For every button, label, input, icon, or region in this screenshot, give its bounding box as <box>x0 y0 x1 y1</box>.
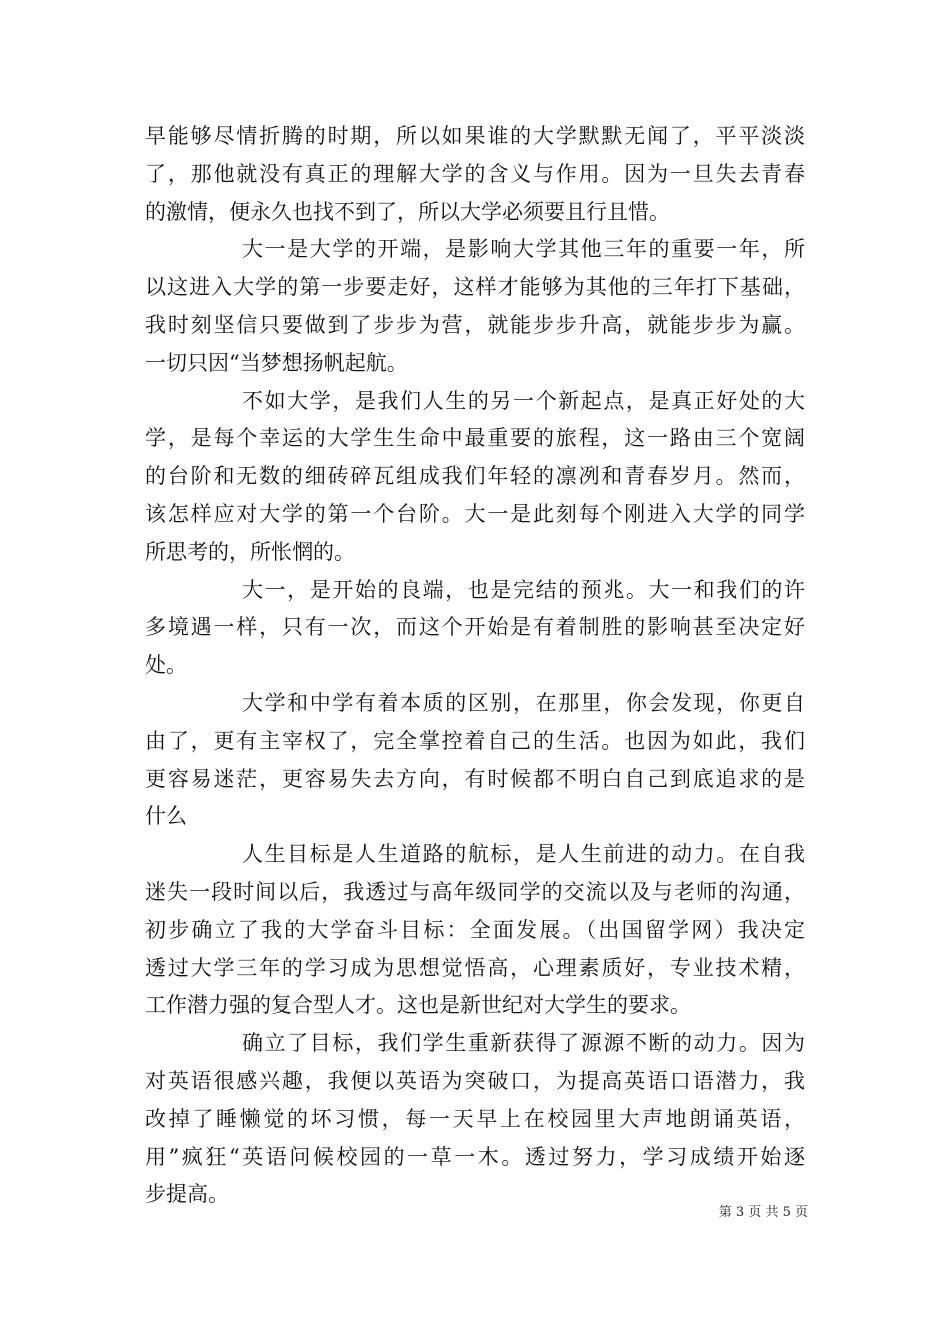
text-line: 大学和中学有着本质的区别，在那里，你会发现，你更自 <box>242 690 805 715</box>
text-line: 所思考的，所怅惘的。 <box>145 539 355 564</box>
text-line: 处。 <box>145 653 187 678</box>
text-line: 该怎样应对大学的第一个台阶。大一是此刻每个刚进入大学的同学 <box>145 501 805 526</box>
text-line: 迷失一段时间以后，我透过与高年级同学的交流以及与老师的沟通， <box>145 879 805 904</box>
text-line: 大一，是开始的良端，也是完结的预兆。大一和我们的许 <box>242 577 805 602</box>
text-line: 什么 <box>145 804 187 829</box>
text-line: 学，是每个幸运的大学生生命中最重要的旅程，这一路由三个宽阔 <box>145 426 805 451</box>
text-line: 更容易迷茫，更容易失去方向，有时候都不明白自己到底追求的是 <box>145 766 805 791</box>
text-line: 由了，更有主宰权了，完全掌控着自己的生活。也因为如此，我们 <box>145 728 805 753</box>
text-line: 透过大学三年的学习成为思想觉悟高，心理素质好，专业技术精， <box>145 955 805 980</box>
text-line: 早能够尽情折腾的时期，所以如果谁的大学默默无闻了，平平淡淡 <box>145 124 805 148</box>
text-line: 对英语很感兴趣，我便以英语为突破口，为提高英语口语潜力，我 <box>145 1068 805 1093</box>
text-line: 确立了目标，我们学生重新获得了源源不断的动力。因为 <box>242 1031 805 1056</box>
text-line: 我时刻坚信只要做到了步步为营，就能步步升高，就能步步为赢。 <box>145 312 805 337</box>
text-line: 初步确立了我的大学奋斗目标：全面发展。（出国留学网）我决定 <box>145 917 805 942</box>
text-line: 不如大学，是我们人生的另一个新起点，是真正好处的大 <box>242 388 805 413</box>
text-line: 用”疯狂“英语问候校园的一草一木。透过努力，学习成绩开始逐 <box>145 1144 805 1169</box>
text-line: 多境遇一样，只有一次，而这个开始是有着制胜的影响甚至决定好 <box>145 615 805 640</box>
text-line: 人生目标是人生道路的航标，是人生前进的动力。在自我 <box>242 842 805 867</box>
text-line: 一切只因“当梦想扬帆起航。 <box>145 350 408 375</box>
page-number-footer: 第 3 页 共 5 页 <box>718 1205 808 1220</box>
text-line: 以这进入大学的第一步要走好，这样才能够为其他的三年打下基础， <box>145 275 805 300</box>
text-line: 大一是大学的开端，是影响大学其他三年的重要一年，所 <box>242 237 805 262</box>
text-line: 的台阶和无数的细砖碎瓦组成我们年轻的凛冽和青春岁月。然而， <box>145 464 805 489</box>
text-line: 了，那他就没有真正的理解大学的含义与作用。因为一旦失去青春 <box>145 161 805 186</box>
text-line: 的激情，便永久也找不到了，所以大学必须要且行且惜。 <box>145 199 670 224</box>
document-body <box>145 118 805 1214</box>
text-line: 步提高。 <box>145 1182 229 1207</box>
text-line: 改掉了睡懒觉的坏习惯，每一天早上在校园里大声地朗诵英语， <box>145 1106 805 1131</box>
text-line: 工作潜力强的复合型人才。这也是新世纪对大学生的要求。 <box>145 993 691 1018</box>
